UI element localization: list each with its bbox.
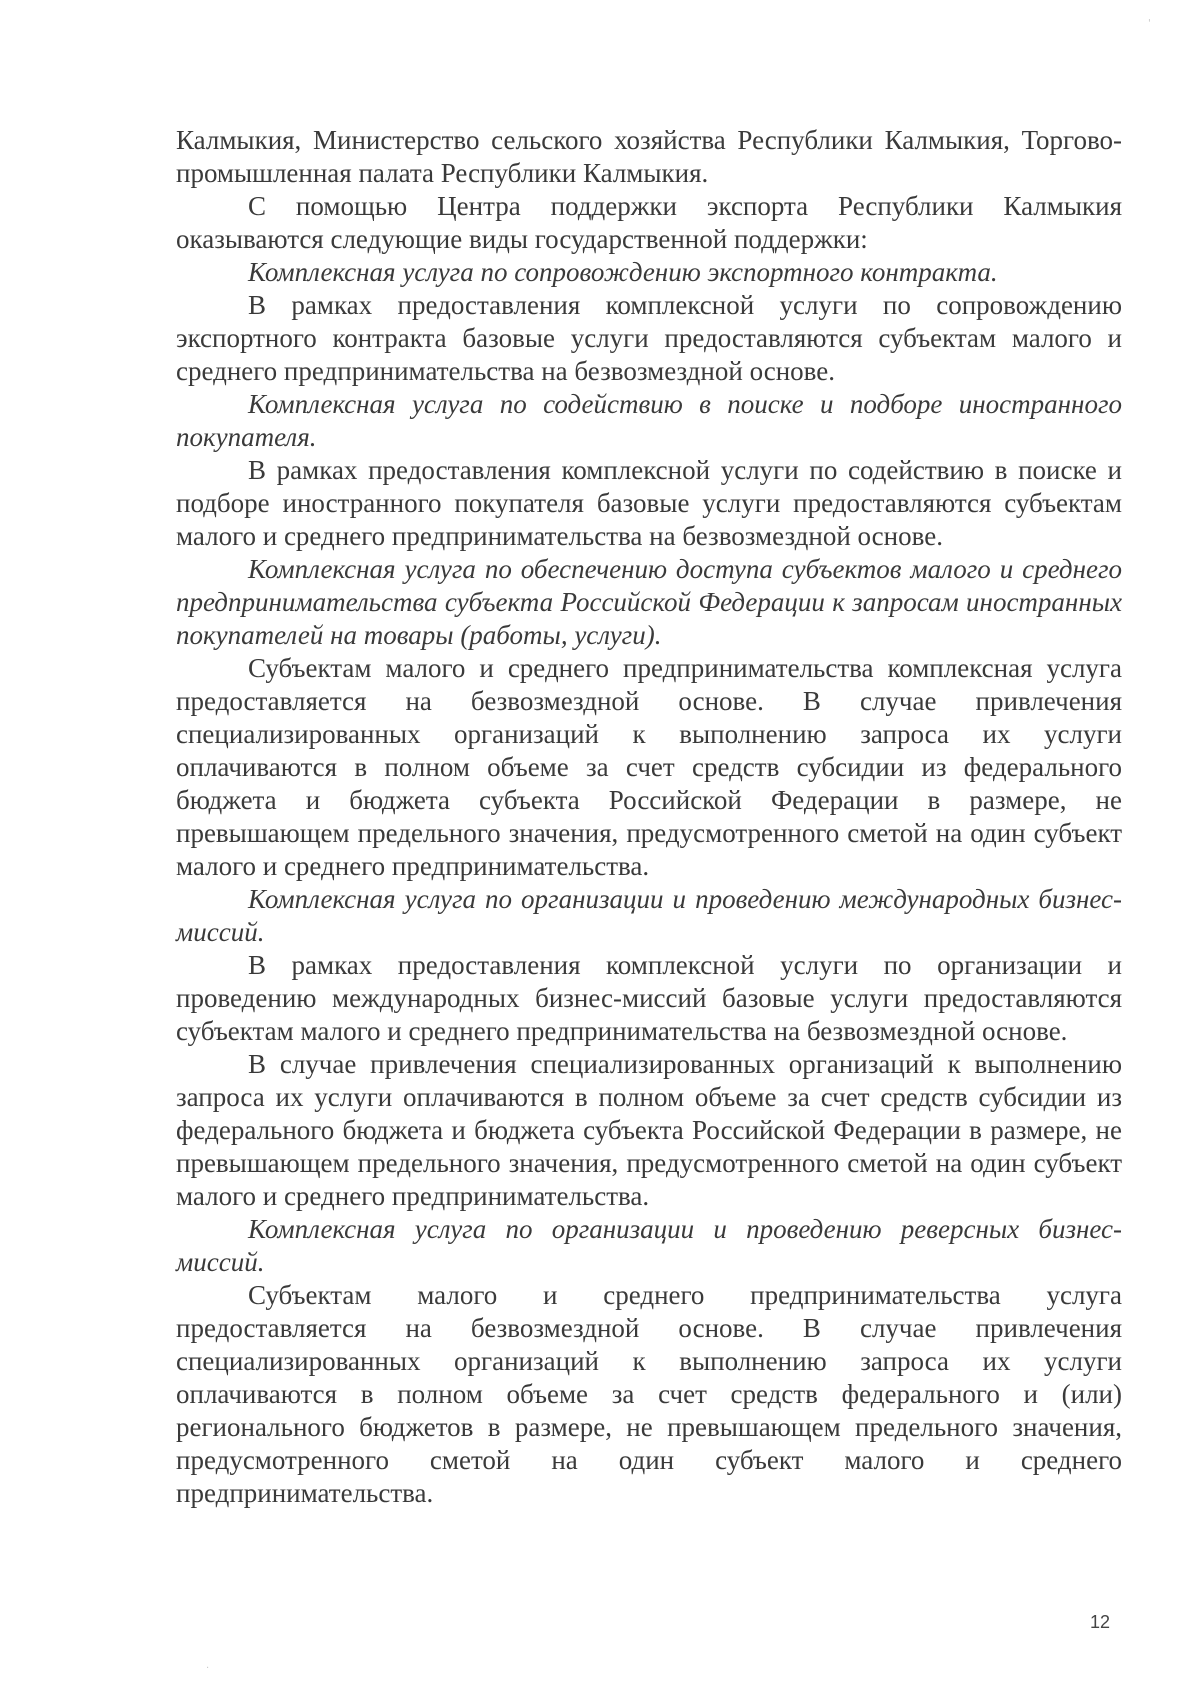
- service-heading-buyer-requests: Комплексная услуга по обеспечению доступа субъектов малого и среднего предпринимательства субъекта Российской Федерации к запросам иностранных покупателей на товары (работы, услуги).: [176, 554, 1122, 650]
- service-heading-export-contract: Комплексная услуга по сопровождению экспортного контракта.: [248, 257, 998, 287]
- scan-speck: .: [206, 1660, 210, 1671]
- document-body: [176, 124, 1122, 1510]
- service-heading-foreign-buyer: Комплексная услуга по содействию в поиске и подборе иностранного покупателя.: [176, 389, 1122, 452]
- paragraph-continuation: Калмыкия, Министерство сельского хозяйства Республики Калмыкия, Торгово-промышленная палата Республики Калмыкия.: [176, 125, 1122, 188]
- paragraph-reverse-missions: Субъектам малого и среднего предпринимательства услуга предоставляется на безвозмездной основе. В случае привлечения специализированных организаций к выполнению запроса их услуги оплачиваются в полном объеме за счет средств федерального и (или) регионального бюджетов в размере, не превышающем предельного значения, предусмотренного сметой на один субъект малого и среднего предпринимательства.: [176, 1280, 1122, 1508]
- paragraph-specialized-organizations: В случае привлечения специализированных организаций к выполнению запроса их услуги оплачиваются в полном объеме за счет средств субсидии из федерального бюджета и бюджета субъекта Российской Федерации в размере, не превышающем предельного значения, предусмотренного сметой на один субъект малого и среднего предпринимательства.: [176, 1049, 1122, 1211]
- service-heading-reverse-missions: Комплексная услуга по организации и проведению реверсных бизнес-миссий.: [176, 1214, 1122, 1277]
- paragraph-export-contract: В рамках предоставления комплексной услуги по сопровождению экспортного контракта базовые услуги предоставляются субъектам малого и среднего предпринимательства на безвозмездной основе.: [176, 290, 1122, 386]
- paragraph-intro: С помощью Центра поддержки экспорта Республики Калмыкия оказываются следующие виды государственной поддержки:: [176, 191, 1122, 254]
- paragraph-foreign-buyer: В рамках предоставления комплексной услуги по содействию в поиске и подборе иностранного покупателя базовые услуги предоставляются субъектам малого и среднего предпринимательства на безвозмездной основе.: [176, 455, 1122, 551]
- paragraph-international-missions: В рамках предоставления комплексной услуги по организации и проведению международных бизнес-миссий базовые услуги предоставляются субъектам малого и среднего предпринимательства на безвозмездной основе.: [176, 950, 1122, 1046]
- scan-speck: ': [1148, 18, 1151, 29]
- page-number: 12: [1089, 1612, 1110, 1632]
- service-heading-international-missions: Комплексная услуга по организации и проведению международных бизнес-миссий.: [176, 884, 1122, 947]
- paragraph-buyer-requests: Субъектам малого и среднего предпринимательства комплексная услуга предоставляется на безвозмездной основе. В случае привлечения специализированных организаций к выполнению запроса их услуги оплачиваются в полном объеме за счет средств субсидии из федерального бюджета и бюджета субъекта Российской Федерации в размере, не превышающем предельного значения, предусмотренного сметой на один субъект малого и среднего предпринимательства.: [176, 653, 1122, 881]
